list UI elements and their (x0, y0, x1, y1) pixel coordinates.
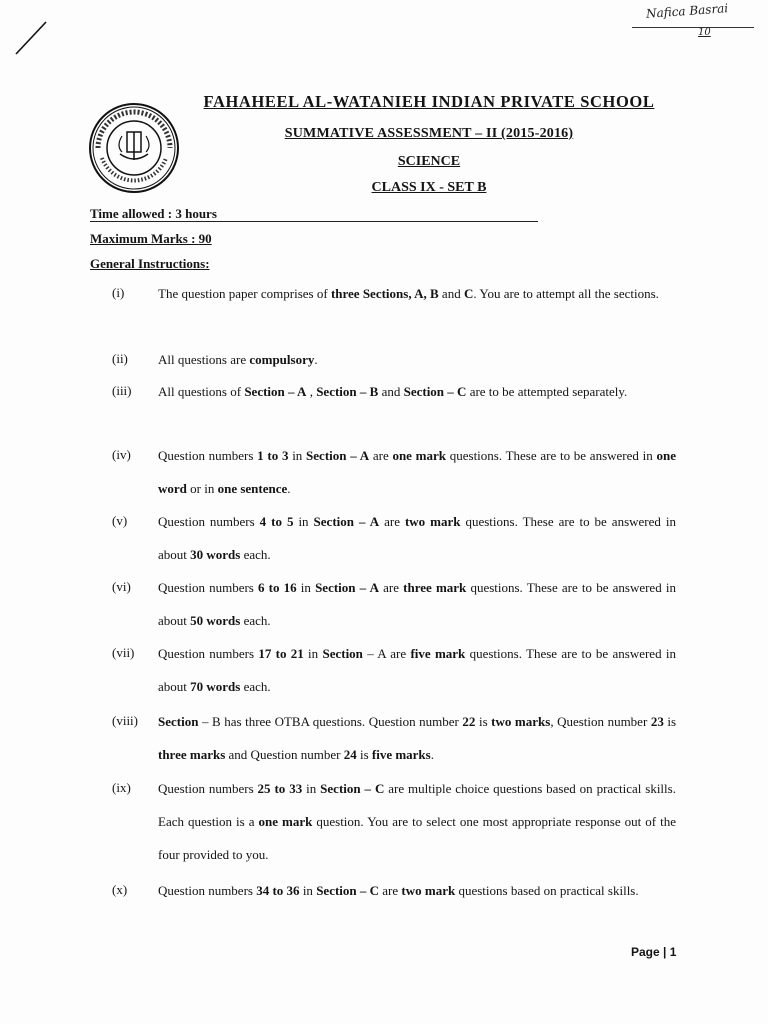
instruction-text: Question numbers 1 to 3 in Section – A are one mark questions. These are to be answered in one word or in one sentence. (158, 448, 676, 496)
instruction-number: (i) (112, 285, 125, 300)
time-allowed: Time allowed : 3 hours (90, 206, 217, 221)
instruction-text: The question paper comprises of three Sections, A, B and C. You are to attempt all the sections. (158, 286, 659, 301)
instruction-text: Question numbers 4 to 5 in Section – A are two mark questions. These are to be answered in about 30 words each. (158, 514, 676, 562)
time-underline (90, 221, 538, 222)
instruction-text: Question numbers 17 to 21 in Section – A are five mark questions. These are to be answered in about 70 words each. (158, 646, 676, 694)
instruction-number: (v) (112, 513, 128, 528)
instruction-text: All questions of Section – A , Section – B and Section – C are to be attempted separately. (158, 384, 628, 399)
exam-title: SUMMATIVE ASSESSMENT – II (2015-2016) (284, 126, 574, 141)
signature-name: Nafica Basrai (645, 1, 729, 21)
handwritten-signature (632, 1, 757, 44)
instruction-text: Question numbers 25 to 33 in Section – C are multiple choice questions based on practical skills. Each question is a one mark question. You are to select one most appropriate response out of the four provided to you. (158, 781, 676, 862)
instruction-number: (vii) (112, 645, 135, 660)
instruction-text: Question numbers 34 to 36 in Section – C are two mark questions based on practical skills. (158, 883, 639, 898)
general-instructions-heading: General Instructions: (90, 256, 210, 271)
instruction-text: Question numbers 6 to 16 in Section – A are three mark questions. These are to be answered in about 50 words each. (158, 580, 676, 628)
signature-mark: 10 (698, 27, 711, 38)
instruction-number: (ix) (112, 780, 131, 795)
page-number: Page | 1 (631, 945, 677, 959)
instruction-text: Section – B has three OTBA questions. Question number 22 is two marks, Question number 23 is three marks and Question number 24 is five marks. (158, 714, 677, 762)
instruction-number: (iii) (112, 383, 132, 398)
maximum-marks: Maximum Marks : 90 (90, 231, 212, 246)
instruction-number: (x) (112, 882, 128, 897)
class-title: CLASS IX - SET B (371, 180, 487, 195)
instruction-number: (ii) (112, 351, 128, 366)
instruction-number: (vi) (112, 579, 131, 594)
instruction-number: (iv) (112, 447, 131, 462)
subject-title: SCIENCE (397, 154, 461, 169)
instruction-number: (viii) (112, 713, 138, 728)
school-name: FAHAHEEL AL-WATANIEH INDIAN PRIVATE SCHOOL (203, 92, 655, 111)
pen-tick-mark (14, 16, 54, 56)
instruction-text: All questions are compulsory. (158, 352, 318, 367)
